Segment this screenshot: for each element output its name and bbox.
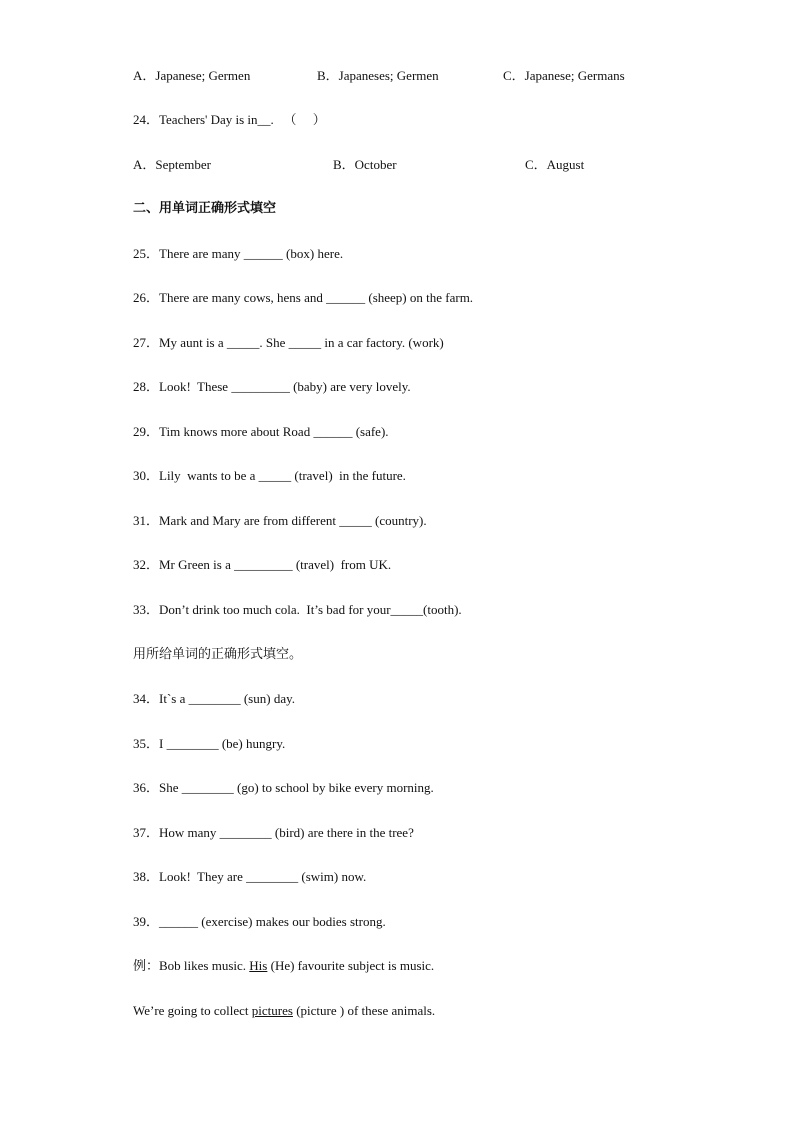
q24-option-a: A．September [133,157,211,172]
question-33: 33．Don’t drink too much cola. It’s bad for your_____(tooth). [133,602,462,617]
q23-option-c: C．Japanese; Germans [503,68,625,83]
q24-option-b: B．October [333,157,397,172]
question-30: 30．Lily wants to be a _____ (travel) in the future. [133,468,406,483]
question-31: 31．Mark and Mary are from different _____ (country). [133,513,427,528]
example-post: (He) favourite subject is music. [267,958,435,973]
example-pre: Bob likes music. [159,958,250,973]
q24-option-c: C．August [525,157,585,172]
example-answer: His [249,958,268,973]
example2-pre: We’re going to collect [133,1003,252,1018]
sub-heading: 用所给单词的正确形式填空。 [133,647,303,662]
question-35: 35．I ________ (be) hungry. [133,736,286,751]
question-25: 25．There are many ______ (box) here. [133,246,344,261]
example-prefix: 例： [133,959,160,974]
question-29: 29．Tim knows more about Road ______ (safe). [133,424,389,439]
q24-stem: 24．Teachers' Day is in__. （ ） [133,112,326,127]
q23-option-b: B．Japaneses; Germen [317,68,439,83]
question-28: 28．Look! These _________ (baby) are very lovely. [133,379,411,394]
question-39: 39．______ (exercise) makes our bodies strong. [133,914,386,929]
question-34: 34．It`s a ________ (sun) day. [133,691,295,706]
example-line-2 [133,1003,435,1019]
question-37: 37．How many ________ (bird) are there in the tree? [133,825,414,840]
example2-post: (picture ) of these animals. [292,1003,436,1018]
q23-option-a: A．Japanese; Germen [133,68,251,83]
question-32: 32．Mr Green is a _________ (travel) from UK. [133,557,392,572]
example-line [133,958,434,975]
example2-answer: pictures [251,1003,293,1018]
question-36: 36．She ________ (go) to school by bike every morning. [133,780,434,795]
section-heading: 二、用单词正确形式填空 [133,201,277,216]
question-27: 27．My aunt is a _____. She _____ in a car factory. (work) [133,335,444,350]
question-38: 38．Look! They are ________ (swim) now. [133,869,367,884]
question-26: 26．There are many cows, hens and ______ (sheep) on the farm. [133,290,474,305]
